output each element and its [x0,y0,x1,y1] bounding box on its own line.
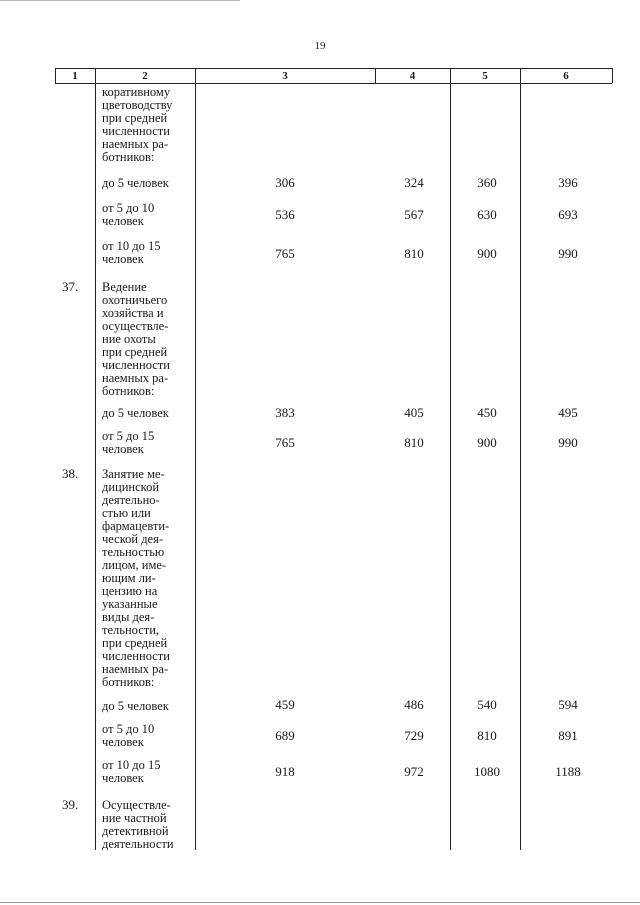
header-col-3: 3 [282,70,288,82]
value-col-6: 693 [558,207,578,222]
value-col-4: 810 [404,246,424,261]
col-divider-3 [375,68,376,83]
row-text: до 5 человек [102,406,169,420]
value-col-6: 495 [558,405,578,420]
header-col-6: 6 [563,70,569,82]
value-col-5: 540 [477,697,497,712]
col-divider-left [55,68,56,83]
value-col-3: 765 [275,246,295,261]
value-col-5: 360 [477,175,497,190]
value-col-6: 891 [558,728,578,743]
row-text: от 5 до 10 человек [102,201,155,228]
row-text: до 5 человек [102,699,169,713]
value-col-4: 810 [404,435,424,450]
header-col-1: 1 [72,70,78,82]
value-col-5: 1080 [474,764,500,779]
scan-bottom-edge [0,902,640,903]
row-text: до 5 человек [102,176,169,190]
value-col-3: 689 [275,728,295,743]
col-divider-5 [520,68,521,850]
row-text: от 5 до 10 человек [102,722,155,749]
value-col-4: 405 [404,405,424,420]
value-col-6: 990 [558,246,578,261]
table-header-bottom-border [55,83,612,84]
value-col-5: 900 [477,435,497,450]
table-top-border [55,68,612,69]
value-col-4: 729 [404,728,424,743]
value-col-3: 918 [275,764,295,779]
col-divider-4 [450,68,451,850]
header-col-2: 2 [142,70,148,82]
value-col-3: 459 [275,697,295,712]
value-col-3: 536 [275,207,295,222]
page-number: 19 [314,40,326,52]
col-divider-right [612,68,613,83]
value-col-4: 972 [404,764,424,779]
row-text: от 5 до 15 человек [102,429,155,456]
value-col-3: 383 [275,405,295,420]
value-col-4: 567 [404,207,424,222]
col-divider-1 [95,68,96,850]
col-divider-2 [195,68,196,850]
value-col-5: 450 [477,405,497,420]
row-text: Ведение охотничьего хозяйства и осуществле- ние охоты при средней численности наемных ра- ботников: [102,280,170,398]
value-col-5: 810 [477,728,497,743]
header-col-5: 5 [482,70,488,82]
scan-top-edge [0,0,240,1]
value-col-6: 396 [558,175,578,190]
value-col-3: 765 [275,435,295,450]
row-text: коративному цветоводству при средней численности наемных ра- ботников: [102,85,173,164]
row-number: 37. [62,279,79,294]
value-col-4: 324 [404,175,424,190]
value-col-6: 990 [558,435,578,450]
row-text: Занятие ме- дицинской деятельно- стью или фармацевти- ческой дея- тельностью лицом, име- ющим ли- цензию на указанные виды дея- тельности, при средней численности наемных ра- ботников: [102,467,170,689]
value-col-6: 594 [558,697,578,712]
value-col-5: 630 [477,207,497,222]
value-col-6: 1188 [555,764,581,779]
value-col-3: 306 [275,175,295,190]
row-text: от 10 до 15 человек [102,239,161,266]
row-number: 38. [62,466,79,481]
row-number: 39. [62,797,79,812]
value-col-4: 486 [404,697,424,712]
value-col-5: 900 [477,246,497,261]
row-text: от 10 до 15 человек [102,758,161,785]
row-text: Осуществле- ние частной детективной деятельности [102,798,174,851]
header-col-4: 4 [409,70,416,82]
